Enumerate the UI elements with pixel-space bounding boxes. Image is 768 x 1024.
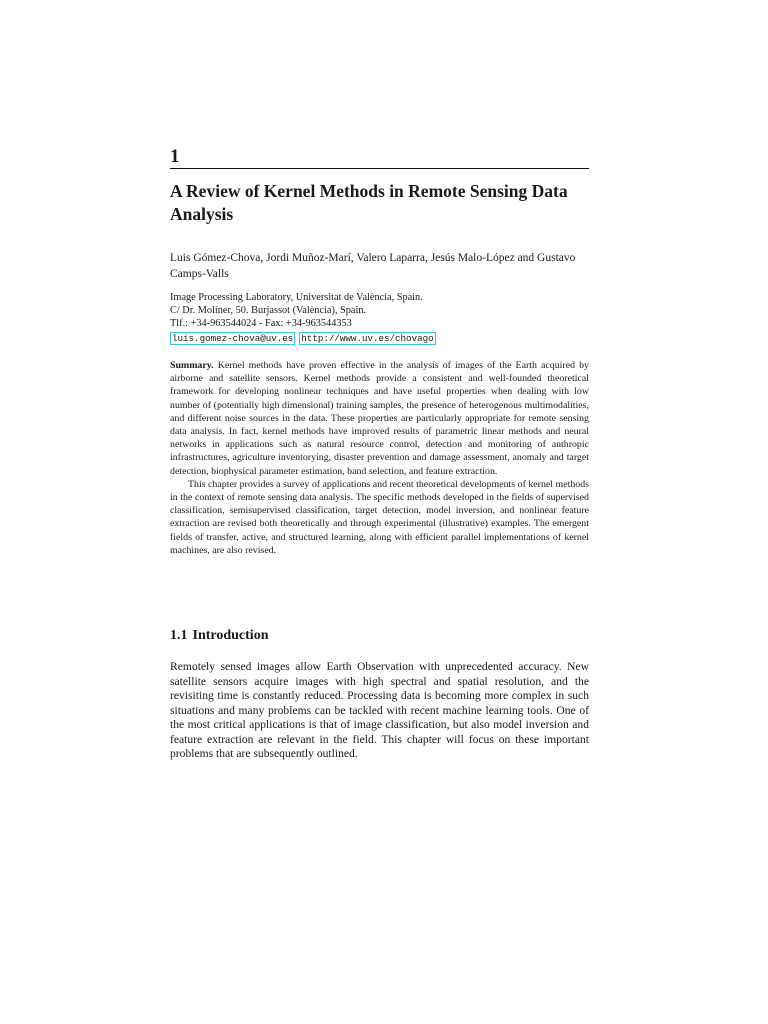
homepage-link[interactable]: http://www.uv.es/chovago [301,333,434,344]
contact-links [170,332,436,345]
affiliation-address: C/ Dr. Moliner, 50. Burjassot (València), Spain. [170,304,367,316]
summary-paragraph-2: This chapter provides a survey of applications and recent theoretical developments of kernel methods in the context of remote sensing data analysis. The specific methods developed in the fields of supervised classification, semisupervised classification, target detection, model inversion, and nonlinear feature extraction are revised both theoretically and through experimental (illustrative) examples. The emergent fields of transfer, active, and structured learning, along with efficient parallel implementations of kernel machines, are also revised. [170,478,589,556]
affiliation-phone-fax: Tlf.: +34-963544024 - Fax: +34-963544353 [170,317,352,329]
chapter-number: 1 [170,146,180,167]
author-list: Luis Gómez-Chova, Jordi Muñoz-Marí, Valero Laparra, Jesús Malo-López and Gustavo Camps-Valls [170,252,576,280]
chapter-title: A Review of Kernel Methods in Remote Sensing Data Analysis [170,181,568,224]
chapter-rule [170,168,589,169]
summary-block [170,359,589,557]
section-title: Introduction [192,628,269,643]
introduction-paragraph: Remotely sensed images allow Earth Observation with unprecedented accuracy. New satellite sensors acquire images with high spectral and spatial resolution, and the revisiting time is constantly reduced. Processing data is becoming more complex in such situations and many problems can be tackled with recent machine learning tools. One of the most critical applications is that of image classification, but also model inversion and feature extraction are relevant in the field. This chapter will focus on these important problems that are subsequently outlined. [170,660,589,760]
email-link[interactable]: luis.gomez-chova@uv.es [172,333,294,344]
affiliation-lab: Image Processing Laboratory, Universitat de València, Spain. [170,292,423,303]
affiliation-block [170,292,590,330]
section-heading [170,628,268,644]
summary-paragraph-1 [170,359,589,478]
section-number: 1.1 [170,628,188,643]
summary-lead: Summary. [170,360,214,371]
summary-text-1: Kernel methods have proven effective in the analysis of images of the Earth acquired by airborne and satellite sensors. Kernel methods provide a consistent and well-founded theoretical framework for developing nonlinear techniques and have useful properties when dealing with low number of (potentially high dimensional) training samples, the presence of heterogenous multimodalities, and different noise sources in the data. These properties are particularly appropriate for remote sensing data analysis. In fact, kernel methods have improved results of parametric linear methods and neural networks in applications such as natural resource control, detection and monitoring of anthropic infrastructures, agriculture inventorying, disaster prevention and damage assessment, anomaly and target detection, biophysical parameter estimation, band selection, and feature extraction. [170,360,589,477]
